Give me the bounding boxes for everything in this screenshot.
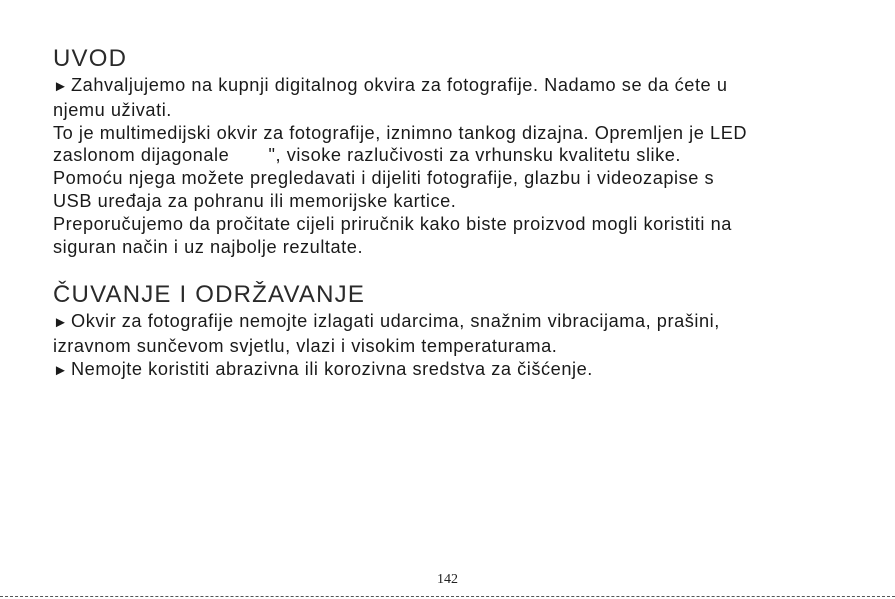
- paragraph-line: izravnom sunčevom svjetlu, vlazi i visokim temperaturama.: [53, 336, 558, 357]
- bullet-arrow-icon: ►: [53, 361, 68, 379]
- page-content: [53, 44, 853, 383]
- paragraph-line: siguran način i uz najbolje rezultate.: [53, 236, 364, 257]
- page-number: 142: [437, 572, 458, 587]
- bottom-divider: [0, 596, 895, 597]
- paragraph-line: njemu uživati.: [53, 99, 172, 120]
- section-gap: [53, 258, 853, 280]
- paragraph-line: Preporučujemo da pročitate cijeli priručnik kako biste proizvod mogli koristiti na: [53, 213, 732, 234]
- paragraph-line: ► Okvir za fotografije nemojte izlagati udarcima, snažnim vibracijama, prašini,: [53, 310, 853, 335]
- paragraph-line: Pomoću njega možete pregledavati i dijeliti fotografije, glazbu i videozapise s: [53, 168, 715, 189]
- paragraph-line: ► Nemojte koristiti abrazivna ili korozivna sredstva za čišćenje.: [53, 358, 853, 383]
- section-heading-care: ČUVANJE I ODRŽAVANJE: [53, 281, 366, 309]
- paragraph-line: ► Zahvaljujemo na kupnji digitalnog okvira za fotografije. Nadamo se da ćete u: [53, 74, 853, 99]
- paragraph-line: zaslonom dijagonale ", visoke razlučivosti za vrhunsku kvalitetu slike.: [53, 145, 682, 166]
- section-heading-uvod: UVOD: [53, 45, 128, 72]
- bullet-arrow-icon: ►: [53, 78, 68, 95]
- paragraph-line: USB uređaja za pohranu ili memorijske kartice.: [53, 190, 457, 211]
- bullet-arrow-icon: ►: [53, 314, 68, 332]
- paragraph-line: To je multimedijski okvir za fotografije, iznimno tankog dizajna. Opremljen je LED: [53, 122, 748, 143]
